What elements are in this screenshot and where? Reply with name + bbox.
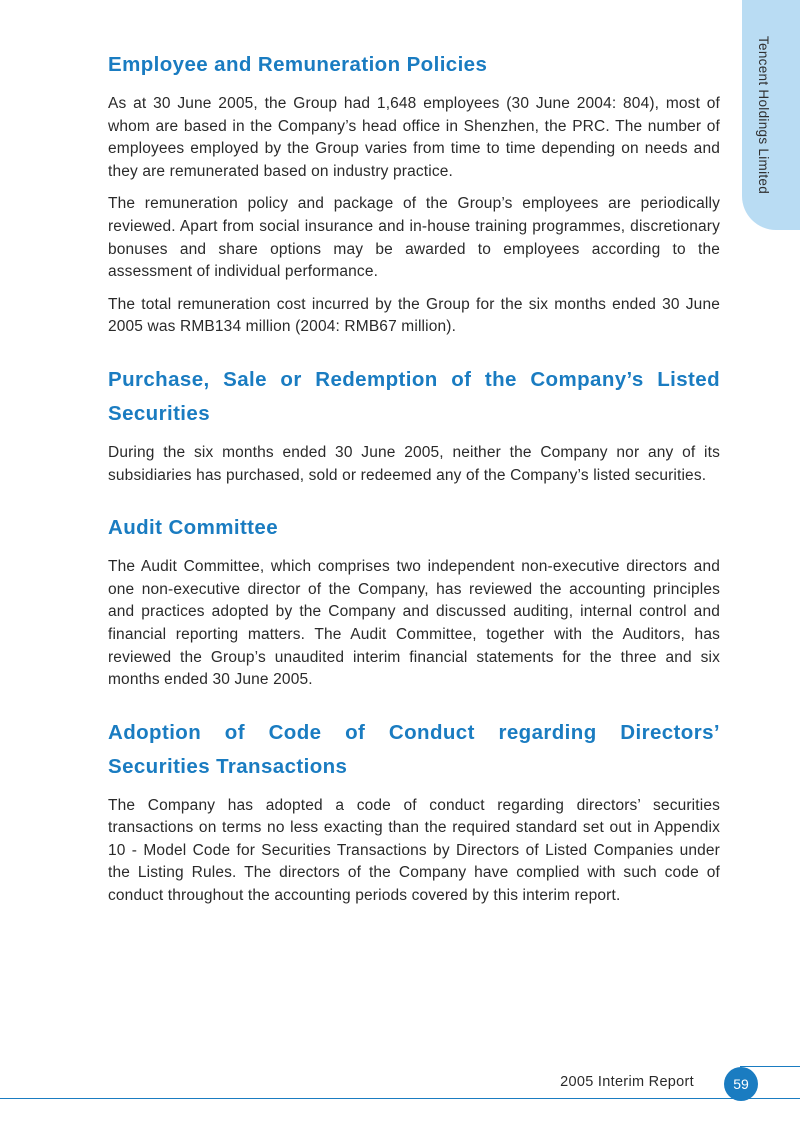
side-tab-label: Tencent Holdings Limited: [756, 36, 771, 195]
section-purchase-sale-redemption: [108, 363, 720, 487]
section-heading: Audit Committee: [108, 516, 278, 540]
section-heading: Adoption of Code of Conduct regarding Directors’ Securities Transactions: [108, 720, 720, 778]
document-body: [108, 48, 720, 918]
side-tab: [742, 0, 800, 230]
paragraph: The total remuneration cost incurred by the Group for the six months ended 30 June 2005 was RMB134 million (2004: RMB67 million).: [108, 295, 720, 336]
section-employee-remuneration: [108, 48, 720, 339]
paragraph: As at 30 June 2005, the Group had 1,648 employees (30 June 2004: 804), most of whom are based in the Company’s head office in Shenzhen, the PRC. The number of employees employed by the Group varies from time to time depending on needs and they are remunerated based on industry practice.: [108, 95, 720, 180]
section-heading: Purchase, Sale or Redemption of the Company’s Listed Securities: [108, 367, 720, 425]
section-code-of-conduct: [108, 716, 720, 908]
paragraph: The Company has adopted a code of conduct regarding directors’ securities transactions on terms no less exacting than the required standard set out in Appendix 10 - Model Code for Securities Transactions by Directors of Listed Companies under the Listing Rules. The directors of the Company have complied with such code of conduct throughout the accounting periods covered by this interim report.: [108, 796, 720, 905]
paragraph: The Audit Committee, which comprises two independent non-executive directors and one non-executive director of the Company, has reviewed the accounting principles and practices adopted by the Company and discussed auditing, internal control and financial reporting matters. The Audit Committee, together with the Auditors, has reviewed the Group’s unaudited interim financial statements for the three and six months ended 30 June 2005.: [108, 558, 720, 689]
paragraph: During the six months ended 30 June 2005, neither the Company nor any of its subsidiaries has purchased, sold or redeemed any of the Company’s listed securities.: [108, 443, 720, 484]
footer-report-title: 2005 Interim Report: [560, 1074, 694, 1090]
section-audit-committee: [108, 511, 720, 692]
footer-rule: [0, 1098, 800, 1099]
page-number-badge: 59: [724, 1067, 758, 1101]
footer-accent-line: [740, 1066, 800, 1067]
section-heading: Employee and Remuneration Policies: [108, 53, 488, 76]
paragraph: The remuneration policy and package of the Group’s employees are periodically reviewed. Apart from social insurance and in-house training programmes, discretionary bonuses and share options may be awarded to employees according to the assessment of individual performance.: [108, 195, 720, 281]
